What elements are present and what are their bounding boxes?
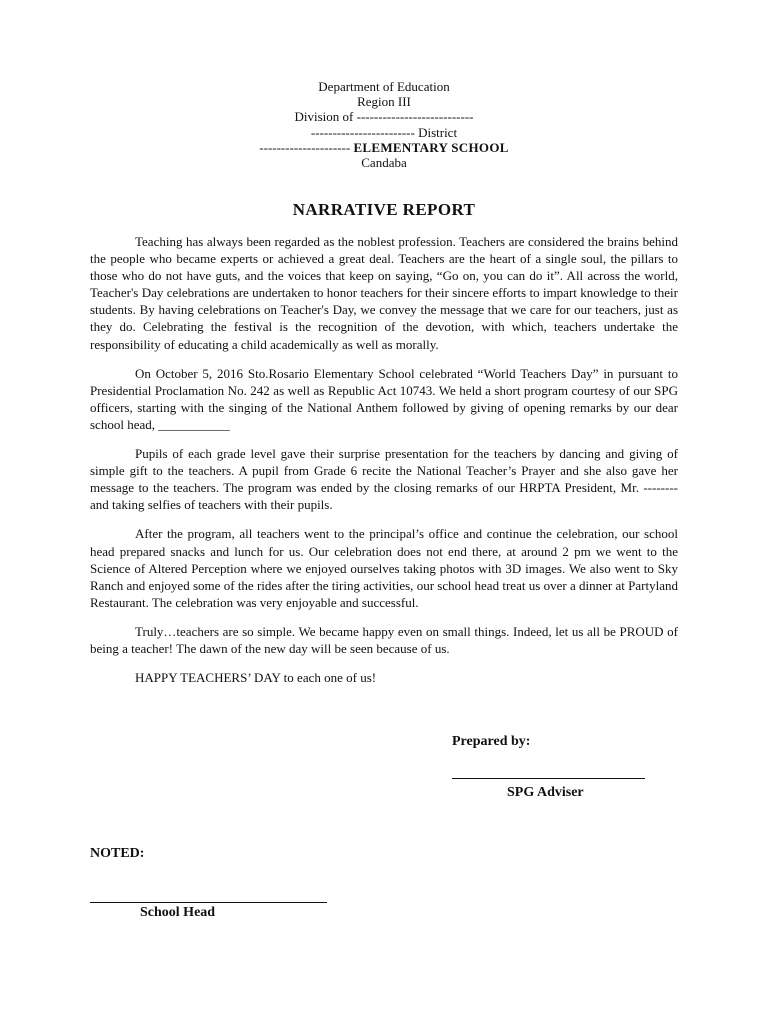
town-line: Candaba (361, 155, 407, 171)
report-title: NARRATIVE REPORT (292, 200, 476, 219)
region-line: Region III (357, 94, 411, 110)
paragraph: HAPPY TEACHERS’ DAY to each one of us! (135, 670, 377, 686)
prepared-by-label: Prepared by: (452, 734, 531, 749)
school-head-signature-line (90, 902, 327, 903)
paragraph: Teaching has always been regarded as the noblest profession. Teachers are considered the brains behind the people who became experts or achieved a great deal. Teachers are the heart of a single soul, the pillars to those who do not have guts, and the voices that keep on saying, “Go on, you can do it”. All across the world, Teacher's Day celebrations are undertaken to honor teachers for their sincere efforts to impart knowledge to their students. By having celebrations on Teacher's Day, we convey the message that we care for our teachers, just as they do. Celebrating the festival is the recognition of the devotion, with which, teachers undertake the responsibility of educating a child academically as well as morally. (90, 234, 678, 352)
division-line: Division of --------------------------- (294, 109, 474, 125)
report-body (90, 233, 678, 698)
district-line: ------------------------ District (310, 124, 458, 140)
department-line: Department of Education (318, 79, 450, 94)
paragraph: Truly…teachers are so simple. We became happy even on small things. Indeed, let us all be PROUD of being a teacher! The dawn of the new day will be seen because of us. (90, 623, 678, 656)
paragraph: After the program, all teachers went to the principal’s office and continue the celebration, our school head prepared snacks and lunch for us. Our celebration does not end there, at around 2 pm we went to the Science of Altered Perception where we enjoyed ourselves taking photos with 3D images. We also went to Sky Ranch and enjoyed some of the rides after the tiring activities, our school head treat us over a dinner at Partyland Restaurant. The celebration was very enjoyable and successful. (90, 526, 678, 610)
school-line (0, 140, 768, 155)
school-name: ELEMENTARY SCHOOL (353, 139, 509, 155)
paragraph: On October 5, 2016 Sto.Rosario Elementary School celebrated “World Teachers Day” in pursuant to Presidential Proclamation No. 242 as well as Republic Act 10743. We held a short program courtesy of our SPG officers, starting with the singing of the National Anthem followed by giving of opening remarks by our dear school head, ___________ (90, 365, 678, 432)
adviser-label: SPG Adviser (507, 785, 584, 800)
letterhead (0, 79, 768, 170)
school-prefix: --------------------- (259, 139, 354, 155)
school-head-label: School Head (140, 905, 216, 920)
paragraph: Pupils of each grade level gave their surprise presentation for the teachers by dancing and giving of simple gift to the teachers. A pupil from Grade 6 recite the National Teacher’s Prayer and she also gave her message to the teachers. The program was ended by the closing remarks of our HRPTA President, Mr. -------- and taking selfies of teachers with their pupils. (90, 446, 678, 513)
noted-label: NOTED: (90, 846, 145, 861)
adviser-signature-line (452, 778, 645, 779)
